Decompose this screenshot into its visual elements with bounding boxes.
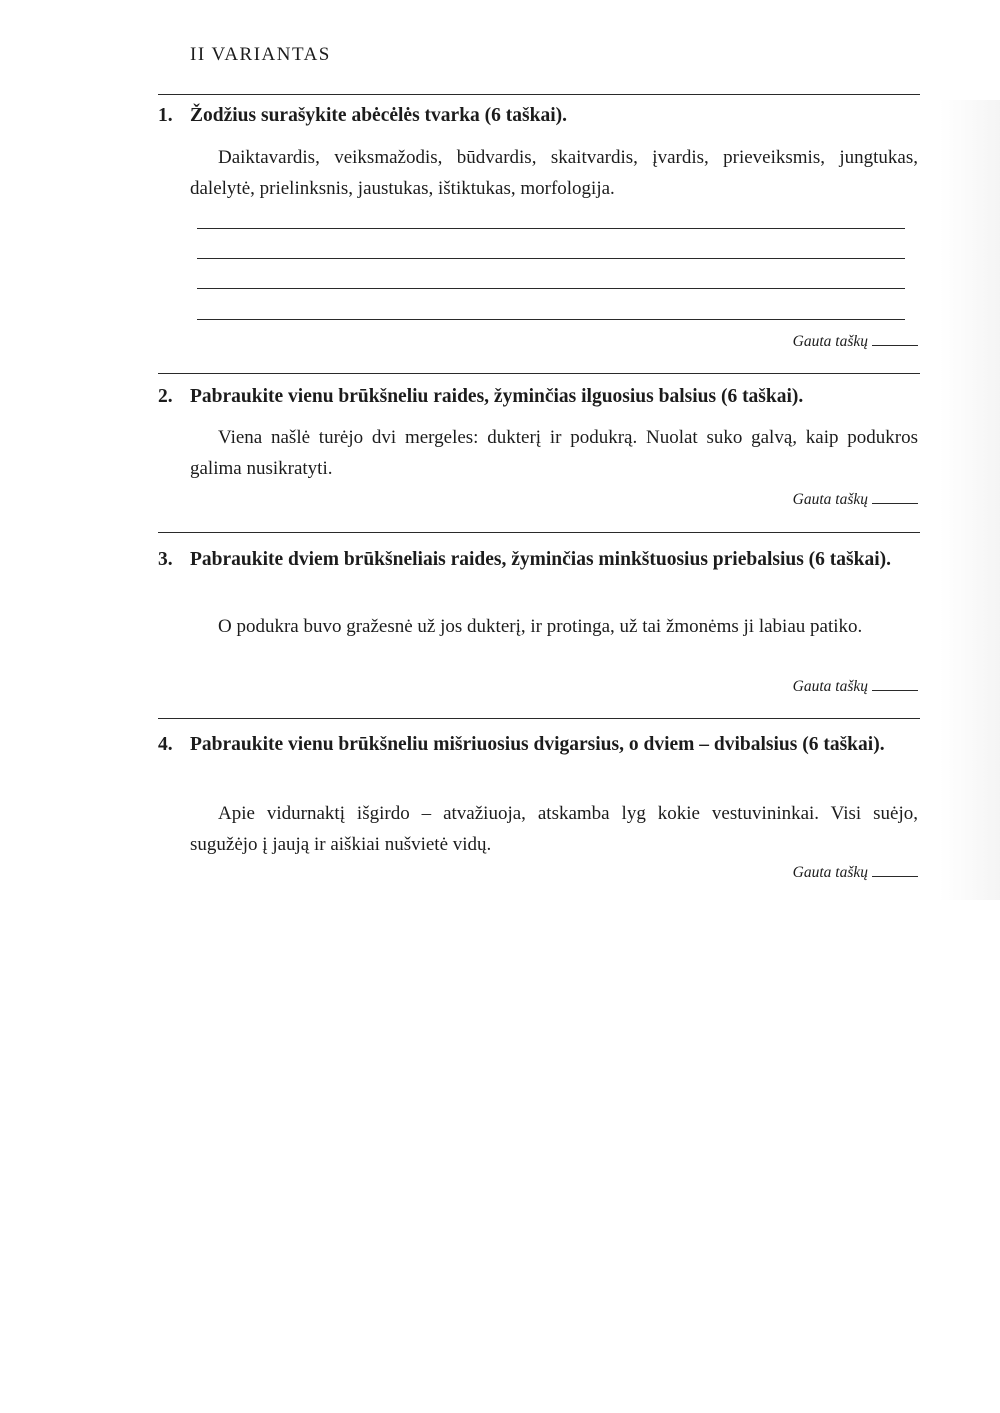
question-number: 4. [158, 734, 173, 755]
question-4-text: Apie vidurnaktį išgirdo – atvažiuoja, atskamba lyg kokie vestuvininkai. Visi suėjo, sugužėjo į jaują ir aiškiai nušvietė vidų. [190, 803, 918, 855]
score-label: Gauta taškų [792, 678, 868, 695]
score-field [793, 678, 918, 696]
answer-line[interactable] [197, 288, 905, 289]
question-3-text: O podukra buvo gražesnė už jos dukterį, ir protinga, už tai žmonėms ji labiau patiko. [218, 616, 863, 637]
question-text: Žodžius surašykite abėcėlės tvarka (6 taškai). [190, 105, 567, 126]
question-1-text: Daiktavardis, veiksmažodis, būdvardis, skaitvardis, įvardis, prieveiksmis, jungtukas, dalelytė, prielinksnis, jaustukas, ištiktukas, morfologija. [190, 147, 918, 199]
question-number: 3. [158, 549, 173, 570]
question-2-text: Viena našlė turėjo dvi mergeles: dukterį ir podukrą. Nuolat suko galvą, kaip podukros galima nusikratyti. [190, 427, 918, 479]
score-field [793, 864, 918, 882]
answer-line[interactable] [197, 258, 905, 259]
score-blank[interactable] [872, 875, 918, 877]
score-label: Gauta taškų [792, 333, 868, 350]
score-label: Gauta taškų [792, 491, 868, 508]
question-4-title [158, 731, 928, 759]
question-text: Pabraukite vienu brūkšneliu mišriuosius dvigarsius, o dviem – dvibalsius (6 taškai). [190, 734, 885, 755]
question-2-title [158, 383, 928, 411]
page-heading: II VARIANTAS [190, 44, 331, 65]
scan-shadow [940, 100, 1000, 900]
answer-line[interactable] [197, 319, 905, 320]
score-field [793, 333, 918, 351]
section-divider [158, 718, 920, 719]
question-1-title [158, 102, 928, 130]
score-blank[interactable] [872, 502, 918, 504]
score-label: Gauta taškų [792, 864, 868, 881]
score-blank[interactable] [872, 344, 918, 346]
score-field [793, 491, 918, 509]
score-blank[interactable] [872, 689, 918, 691]
section-divider [158, 532, 920, 533]
question-number: 2. [158, 386, 173, 407]
section-divider [158, 94, 920, 95]
question-text: Pabraukite vienu brūkšneliu raides, žyminčias ilguosius balsius (6 taškai). [190, 386, 804, 407]
question-text: Pabraukite dviem brūkšneliais raides, žyminčias minkštuosius priebalsius (6 taškai). [190, 549, 892, 570]
question-number: 1. [158, 105, 173, 126]
question-3-title [158, 546, 928, 574]
section-divider [158, 373, 920, 374]
answer-line[interactable] [197, 228, 905, 229]
